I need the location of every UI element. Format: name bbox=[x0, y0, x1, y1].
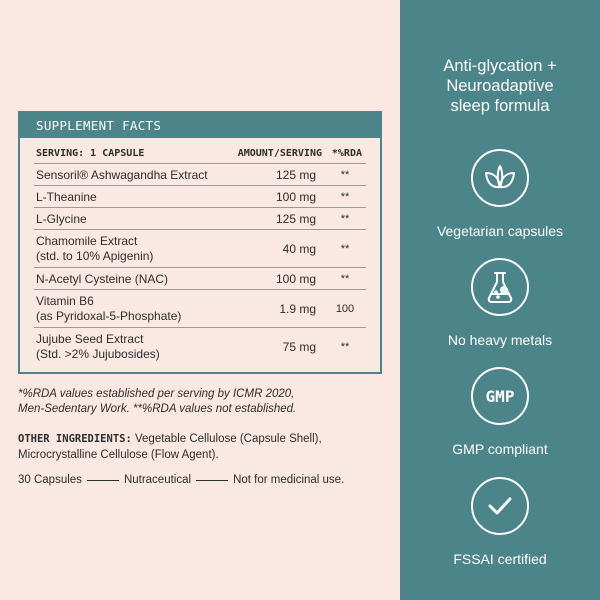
ingredient-rda: ** bbox=[340, 169, 350, 181]
rda-footnote bbox=[18, 387, 382, 417]
checkmark-icon bbox=[471, 477, 529, 535]
flask-icon bbox=[471, 258, 529, 316]
ingredient-amount: 75 mg bbox=[282, 340, 316, 354]
dash-divider bbox=[196, 480, 228, 481]
headline-line: Anti-glycation + bbox=[443, 57, 557, 75]
rda-column-header: *%RDA bbox=[331, 148, 362, 159]
ingredient-amount: 100 mg bbox=[275, 190, 316, 204]
table-row bbox=[34, 186, 366, 208]
headline-line: Neuroadaptive bbox=[446, 77, 554, 95]
ingredient-amount: 40 mg bbox=[282, 242, 316, 256]
ingredient-rda: 100 bbox=[335, 303, 355, 315]
footnote-line: Men-Sedentary Work. **%RDA values not established. bbox=[18, 403, 297, 415]
ingredient-name: Vitamin B6 bbox=[36, 294, 94, 308]
other-ingredients bbox=[18, 431, 388, 463]
feature-label: Vegetarian capsules bbox=[436, 223, 564, 239]
ingredient-rda: ** bbox=[340, 273, 350, 285]
ingredient-name: N-Acetyl Cysteine (NAC) bbox=[36, 272, 169, 286]
ingredient-name: Jujube Seed Extract bbox=[36, 332, 144, 346]
table-row bbox=[34, 230, 366, 268]
other-ingredients-label: OTHER INGREDIENTS: bbox=[18, 433, 132, 445]
feature-sidebar bbox=[400, 0, 600, 600]
ingredient-name-block bbox=[36, 294, 181, 324]
usage-disclaimer: Not for medicinal use. bbox=[233, 474, 345, 486]
feature-label: No heavy metals bbox=[447, 332, 553, 348]
product-tagline bbox=[18, 474, 388, 486]
ingredient-amount: 1.9 mg bbox=[279, 302, 316, 316]
leaves-icon bbox=[471, 149, 529, 207]
table-row bbox=[34, 328, 366, 366]
ingredient-amount: 125 mg bbox=[275, 212, 316, 226]
ingredient-name-block bbox=[36, 332, 160, 362]
table-row bbox=[34, 268, 366, 290]
feature-fssai bbox=[400, 477, 600, 567]
ingredient-amount: 125 mg bbox=[275, 168, 316, 182]
ingredient-rda: ** bbox=[340, 243, 350, 255]
other-ingredients-text: Vegetable Cellulose (Capsule Shell), bbox=[131, 433, 322, 445]
ingredient-rda: ** bbox=[340, 191, 350, 203]
footnote-line: *%RDA values established per serving by ICMR 2020, bbox=[18, 388, 295, 400]
ingredient-name-block bbox=[36, 234, 153, 264]
dash-divider bbox=[87, 480, 119, 481]
ingredient-standardization: (Std. >2% Jujubosides) bbox=[36, 347, 160, 361]
supplement-facts-title: SUPPLEMENT FACTS bbox=[20, 113, 380, 138]
ingredient-standardization: (std. to 10% Apigenin) bbox=[36, 249, 154, 263]
formula-headline bbox=[400, 56, 600, 116]
capsule-count: 30 Capsules bbox=[18, 474, 82, 486]
ingredient-standardization: (as Pyridoxal-5-Phosphate) bbox=[36, 309, 182, 323]
ingredient-name: Chamomile Extract bbox=[36, 234, 138, 248]
supplement-facts-panel bbox=[18, 111, 382, 374]
feature-gmp bbox=[400, 367, 600, 457]
ingredient-name: Sensoril® Ashwagandha Extract bbox=[36, 168, 208, 182]
feature-heavy-metals bbox=[400, 258, 600, 348]
product-category: Nutraceutical bbox=[123, 474, 192, 486]
gmp-icon bbox=[471, 367, 529, 425]
feature-label: GMP compliant bbox=[452, 441, 548, 457]
table-row bbox=[34, 290, 366, 328]
ingredient-name: L-Glycine bbox=[36, 212, 87, 226]
feature-vegetarian bbox=[400, 149, 600, 239]
ingredient-amount: 100 mg bbox=[275, 272, 316, 286]
table-row bbox=[34, 164, 366, 186]
amount-column-header: AMOUNT/SERVING bbox=[237, 148, 322, 159]
column-headers bbox=[34, 138, 366, 164]
headline-line: sleep formula bbox=[450, 97, 550, 115]
ingredient-rda: ** bbox=[340, 341, 350, 353]
serving-label: SERVING: 1 CAPSULE bbox=[36, 148, 145, 159]
gmp-icon-text: GMP bbox=[485, 386, 515, 406]
table-row bbox=[34, 208, 366, 230]
feature-label: FSSAI certified bbox=[453, 551, 547, 567]
ingredient-rda: ** bbox=[340, 213, 350, 225]
ingredient-name: L-Theanine bbox=[36, 190, 97, 204]
other-ingredients-text: Microcrystalline Cellulose (Flow Agent). bbox=[18, 449, 219, 461]
